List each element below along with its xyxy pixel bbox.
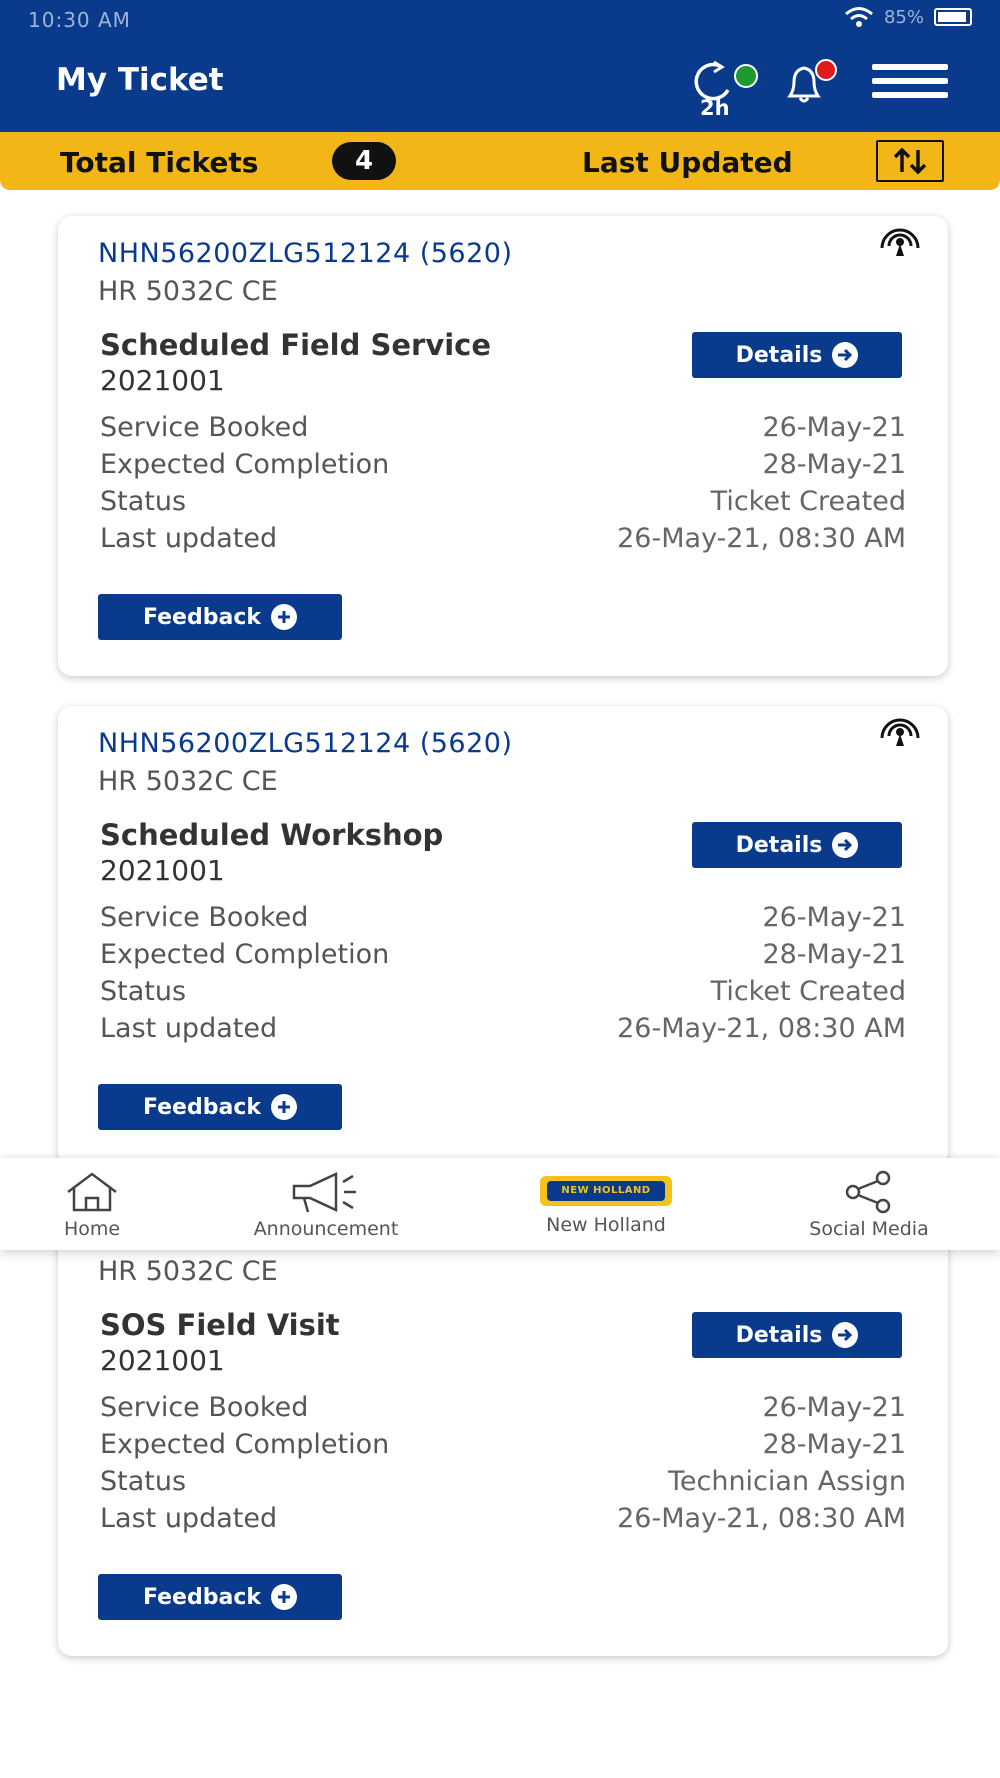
arrow-right-circle-icon (832, 342, 858, 368)
bottom-navigation (0, 1158, 1000, 1250)
arrow-right-circle-icon (832, 832, 858, 858)
status-label: Status (100, 976, 187, 1007)
service-booked-row (100, 902, 906, 933)
status-label: Status (100, 1466, 187, 1497)
status-label: Status (100, 486, 187, 517)
last-updated-row-label: Last updated (100, 1503, 278, 1534)
details-label: Details (735, 832, 823, 858)
plus-circle-icon (271, 1094, 297, 1120)
service-booked-label: Service Booked (100, 902, 309, 933)
nav-item-home[interactable] (50, 1158, 134, 1250)
expected-completion-label: Expected Completion (100, 939, 390, 970)
ticket-card (58, 216, 948, 676)
ticket-model: HR 5032C CE (98, 1256, 278, 1287)
status-value: Technician Assign (667, 1466, 906, 1497)
last-updated-value: 26-May-21, 08:30 AM (617, 1013, 906, 1044)
service-booked-row (100, 412, 906, 443)
sync-label: 2h (700, 96, 730, 120)
expected-completion-value: 28-May-21 (762, 939, 906, 970)
ticket-number: 2021001 (100, 854, 225, 887)
ticket-number: 2021001 (100, 1344, 225, 1377)
nav-item-new-holland[interactable] (520, 1158, 692, 1250)
last-updated-row-label: Last updated (100, 1013, 278, 1044)
ticket-summary-bar (0, 132, 1000, 190)
status-bar (0, 0, 1000, 38)
feedback-label: Feedback (143, 1094, 261, 1120)
ticket-service-type: Scheduled Field Service (100, 328, 492, 362)
last-updated-row (100, 523, 906, 554)
status-time: 10:30 AM (28, 8, 131, 32)
total-tickets-label: Total Tickets (60, 146, 259, 179)
details-label: Details (735, 342, 823, 368)
status-indicators (844, 6, 972, 28)
signal-icon (872, 224, 928, 260)
expected-completion-label: Expected Completion (100, 449, 390, 480)
service-booked-value: 26-May-21 (762, 412, 906, 443)
app-header (0, 0, 1000, 132)
sort-icon (890, 146, 930, 176)
new-holland-logo (540, 1176, 672, 1206)
last-updated-label: Last Updated (582, 146, 793, 179)
status-row (100, 486, 906, 517)
new-holland-logo-mark: NEW HOLLAND (547, 1181, 665, 1201)
details-button[interactable] (692, 822, 902, 868)
expected-completion-value: 28-May-21 (762, 449, 906, 480)
bell-icon (780, 58, 844, 106)
sync-button[interactable] (686, 58, 766, 120)
page-title: My Ticket (56, 62, 224, 98)
last-updated-row-label: Last updated (100, 523, 278, 554)
details-button[interactable] (692, 332, 902, 378)
battery-percent: 85% (883, 6, 924, 28)
plus-circle-icon (271, 604, 297, 630)
expected-completion-row (100, 939, 906, 970)
feedback-button[interactable] (98, 1574, 342, 1620)
ticket-model: HR 5032C CE (98, 766, 278, 797)
status-value: Ticket Created (710, 486, 906, 517)
details-button[interactable] (692, 1312, 902, 1358)
feedback-button[interactable] (98, 594, 342, 640)
ticket-card (58, 706, 948, 1166)
service-booked-label: Service Booked (100, 412, 309, 443)
status-value: Ticket Created (710, 976, 906, 1007)
nav-item-social-media[interactable] (784, 1158, 954, 1250)
last-updated-value: 26-May-21, 08:30 AM (617, 1503, 906, 1534)
details-label: Details (735, 1322, 823, 1348)
wifi-icon (844, 6, 874, 28)
status-row (100, 1466, 906, 1497)
service-booked-label: Service Booked (100, 1392, 309, 1423)
ticket-card (58, 1196, 948, 1656)
notifications-button[interactable] (780, 58, 844, 106)
ticket-vin[interactable]: NHN56200ZLG512124 (5620) (98, 728, 513, 759)
signal-icon (872, 714, 928, 750)
share-icon (839, 1170, 899, 1216)
ticket-service-type: SOS Field Visit (100, 1308, 340, 1342)
arrow-right-circle-icon (832, 1322, 858, 1348)
feedback-button[interactable] (98, 1084, 342, 1130)
expected-completion-row (100, 1429, 906, 1460)
home-icon (62, 1170, 122, 1216)
plus-circle-icon (271, 1584, 297, 1610)
nav-label-announcement: Announcement (253, 1218, 399, 1240)
feedback-label: Feedback (143, 604, 261, 630)
sort-button[interactable] (876, 140, 944, 182)
feedback-label: Feedback (143, 1584, 261, 1610)
status-row (100, 976, 906, 1007)
ticket-service-type: Scheduled Workshop (100, 818, 444, 852)
ticket-number: 2021001 (100, 364, 225, 397)
service-booked-value: 26-May-21 (762, 902, 906, 933)
megaphone-icon (286, 1170, 366, 1216)
expected-completion-label: Expected Completion (100, 1429, 390, 1460)
service-booked-row (100, 1392, 906, 1423)
hamburger-menu-icon[interactable] (872, 64, 948, 98)
nav-item-announcement[interactable] (226, 1158, 426, 1250)
expected-completion-value: 28-May-21 (762, 1429, 906, 1460)
ticket-model: HR 5032C CE (98, 276, 278, 307)
last-updated-row (100, 1503, 906, 1534)
expected-completion-row (100, 449, 906, 480)
last-updated-value: 26-May-21, 08:30 AM (617, 523, 906, 554)
battery-icon (934, 8, 972, 26)
nav-label-home: Home (63, 1218, 121, 1240)
ticket-vin[interactable]: NHN56200ZLG512124 (5620) (98, 238, 513, 269)
total-tickets-badge: 4 (332, 142, 396, 180)
nav-label-social-media: Social Media (809, 1218, 929, 1240)
nav-label-new-holland: New Holland (546, 1214, 666, 1236)
service-booked-value: 26-May-21 (762, 1392, 906, 1423)
last-updated-row (100, 1013, 906, 1044)
